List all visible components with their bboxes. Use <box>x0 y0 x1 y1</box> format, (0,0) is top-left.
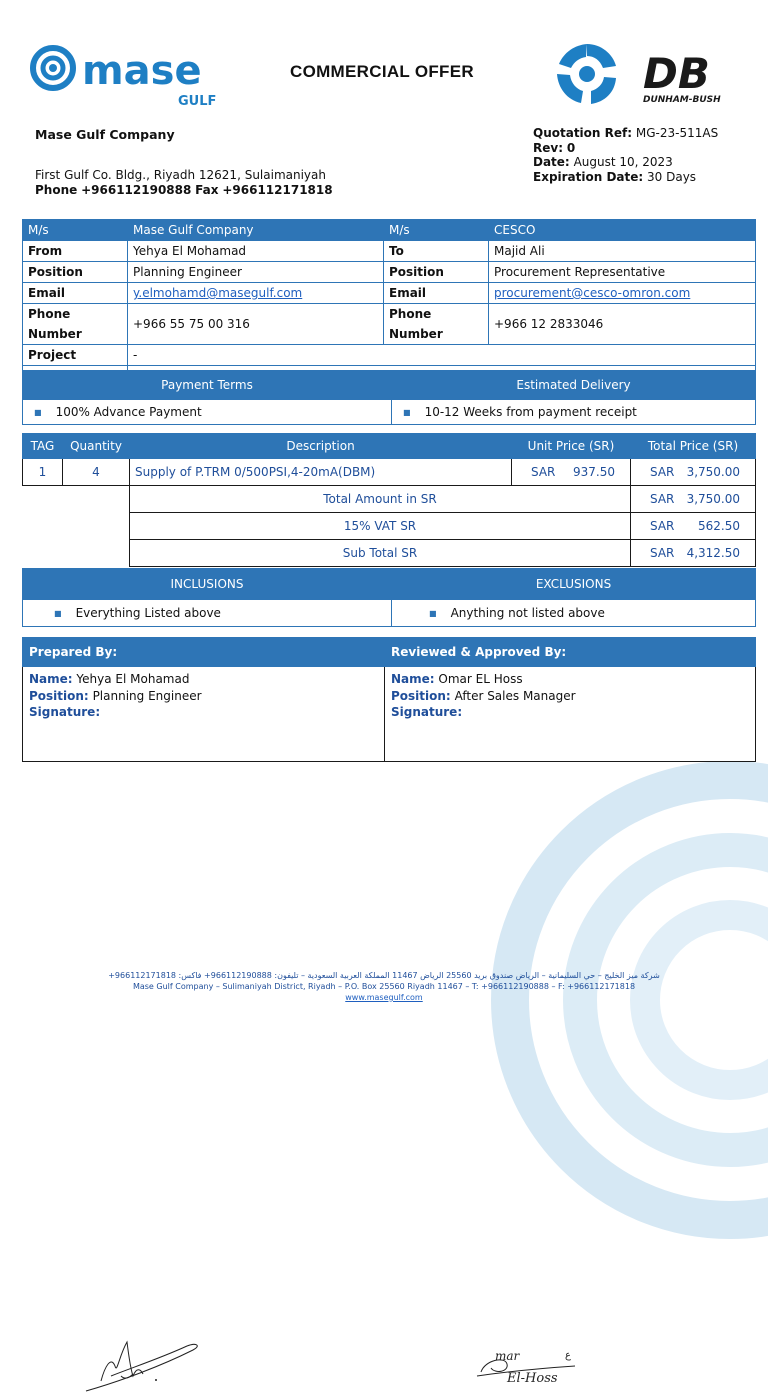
total-amount-label: Total Amount in SR <box>130 486 631 513</box>
email-label: Email <box>23 283 128 304</box>
exclusions-header: EXCLUSIONS <box>392 569 756 600</box>
sender-position: Planning Engineer <box>128 262 384 283</box>
col-header-quantity: Quantity <box>63 434 130 459</box>
name-label: Name: <box>29 672 73 686</box>
from-value: Yehya El Mohamad <box>128 241 384 262</box>
item-total-price: SAR 3,750.00 <box>631 459 756 486</box>
phone-number-label: Phone Number <box>384 304 489 345</box>
date-value: August 10, 2023 <box>573 155 673 169</box>
client-position: Procurement Representative <box>489 262 756 283</box>
rev-value: 0 <box>566 140 576 155</box>
quotation-details <box>533 126 718 184</box>
sender-company: Mase Gulf Company <box>35 127 175 142</box>
col-header-description: Description <box>130 434 512 459</box>
dunham-bush-logo <box>545 40 745 110</box>
approved-signature-image <box>475 1346 605 1396</box>
db-logo-text: DB <box>643 49 710 98</box>
svg-text:ع: ع <box>564 1349 571 1361</box>
sender-phone: +966 55 75 00 316 <box>128 304 384 345</box>
footer-website-link[interactable]: www.masegulf.com <box>345 993 423 1002</box>
client-email-link[interactable]: procurement@cesco-omron.com <box>494 286 691 300</box>
mase-logo-sub: GULF <box>178 94 217 109</box>
rev-label: Rev: <box>533 140 563 155</box>
vat-label: 15% VAT SR <box>130 513 631 540</box>
payment-terms-cell <box>23 400 392 425</box>
phone-number-label: Phone Number <box>23 304 128 345</box>
inclusions-value: Everything Listed above <box>75 606 221 620</box>
bullet-icon: ■ <box>403 408 411 417</box>
delivery-value: 10-12 Weeks from payment receipt <box>424 405 637 419</box>
email-label: Email <box>384 283 489 304</box>
col-header-tag: TAG <box>23 434 63 459</box>
approved-name: Omar EL Hoss <box>438 672 523 686</box>
phone-label: Phone <box>35 183 78 197</box>
item-description: Supply of P.TRM 0/500PSI,4-20mA(DBM) <box>130 459 512 486</box>
footer-english: Mase Gulf Company – Sulimaniyah District, Riyadh – P.O. Box 25560 Riyadh 11467 – T: +966112190888 – F: +966112171818 <box>132 982 636 991</box>
payment-terms-value: 100% Advance Payment <box>55 405 202 419</box>
inclusions-header: INCLUSIONS <box>23 569 392 600</box>
date-label: Date: <box>533 155 570 169</box>
project-value: - <box>128 345 756 366</box>
project-label: Project <box>23 345 128 366</box>
client-phone: +966 12 2833046 <box>489 304 756 345</box>
expiration-label: Expiration Date: <box>533 169 644 184</box>
scope-table <box>22 568 756 627</box>
approved-position: After Sales Manager <box>454 688 576 703</box>
inclusions-cell <box>23 600 392 627</box>
vat-value: SAR 562.50 <box>631 513 756 540</box>
sender-company-cell: Mase Gulf Company <box>128 220 384 241</box>
sender-address-block <box>35 168 333 198</box>
prepared-by-header: Prepared By: <box>23 638 385 667</box>
sender-email-link[interactable]: y.elmohamd@masegulf.com <box>133 286 303 300</box>
exclusions-value: Anything not listed above <box>450 606 605 620</box>
from-label: From <box>23 241 128 262</box>
position-label: Position: <box>391 688 451 703</box>
to-value: Majid Ali <box>489 241 756 262</box>
signature-label: Signature: <box>391 705 463 719</box>
item-unit-price: SAR 937.50 <box>512 459 631 486</box>
prepared-position: Planning Engineer <box>92 688 202 703</box>
prepared-name: Yehya El Mohamad <box>76 672 190 686</box>
ms-label: M/s <box>384 220 489 241</box>
quotation-ref-label: Quotation Ref: <box>533 126 633 140</box>
col-header-total-price: Total Price (SR) <box>631 434 756 459</box>
db-logo-sub: DUNHAM-BUSH <box>643 95 721 105</box>
client-company-cell: CESCO <box>489 220 756 241</box>
position-label: Position <box>384 262 489 283</box>
prepared-signature-image <box>81 1336 221 1396</box>
position-label: Position: <box>29 688 89 703</box>
mase-gulf-logo <box>30 42 230 112</box>
subtotal-label: Sub Total SR <box>130 540 631 567</box>
delivery-cell <box>392 400 756 425</box>
page-footer <box>0 970 768 1003</box>
svg-text:mar: mar <box>494 1348 519 1363</box>
approved-by-header: Reviewed & Approved By: <box>385 638 756 667</box>
exclusions-cell <box>392 600 756 627</box>
ms-label: M/s <box>23 220 128 241</box>
bullet-icon: ■ <box>34 408 42 417</box>
approved-by-cell <box>385 667 756 1386</box>
mase-logo-text: mase <box>82 48 202 94</box>
estimated-delivery-header: Estimated Delivery <box>392 371 756 400</box>
svg-text:El-Hoss: El-Hoss <box>506 1370 558 1386</box>
sender-contact <box>35 183 333 198</box>
pricing-table <box>22 433 756 567</box>
item-quantity: 4 <box>63 459 130 486</box>
table-row <box>23 459 756 486</box>
to-label: To <box>384 241 489 262</box>
bullet-icon: ■ <box>54 609 62 618</box>
fax-label: Fax <box>195 183 219 197</box>
page-title: COMMERCIAL OFFER <box>290 62 474 81</box>
total-row <box>23 486 756 513</box>
footer-arabic: شركة ميز الخليج – حي السليمانية – الرياض صندوق بريد 25560 الرياض 11467 المملكة العربية السعودية – تليفون: 966112190888+ فاكس: 966112171818+ <box>108 971 660 980</box>
col-header-unit-price: Unit Price (SR) <box>512 434 631 459</box>
terms-table <box>22 370 756 425</box>
payment-terms-header: Payment Terms <box>23 371 392 400</box>
vat-row <box>23 513 756 540</box>
subtotal-value: SAR 4,312.50 <box>631 540 756 567</box>
subtotal-row <box>23 540 756 567</box>
fax-value: +966112171818 <box>222 183 333 197</box>
total-amount-value: SAR 3,750.00 <box>631 486 756 513</box>
quotation-ref: MG-23-511AS <box>635 126 719 140</box>
signature-label: Signature: <box>29 705 101 719</box>
position-label: Position <box>23 262 128 283</box>
sender-address: First Gulf Co. Bldg., Riyadh 12621, Sulaimaniyah <box>35 168 326 182</box>
item-tag: 1 <box>23 459 63 486</box>
name-label: Name: <box>391 672 435 686</box>
contact-info-table <box>22 219 756 387</box>
expiration-value: 30 Days <box>647 169 697 184</box>
phone-value: +966112190888 <box>81 183 192 197</box>
prepared-by-cell <box>23 667 385 762</box>
bullet-icon: ■ <box>429 609 437 618</box>
